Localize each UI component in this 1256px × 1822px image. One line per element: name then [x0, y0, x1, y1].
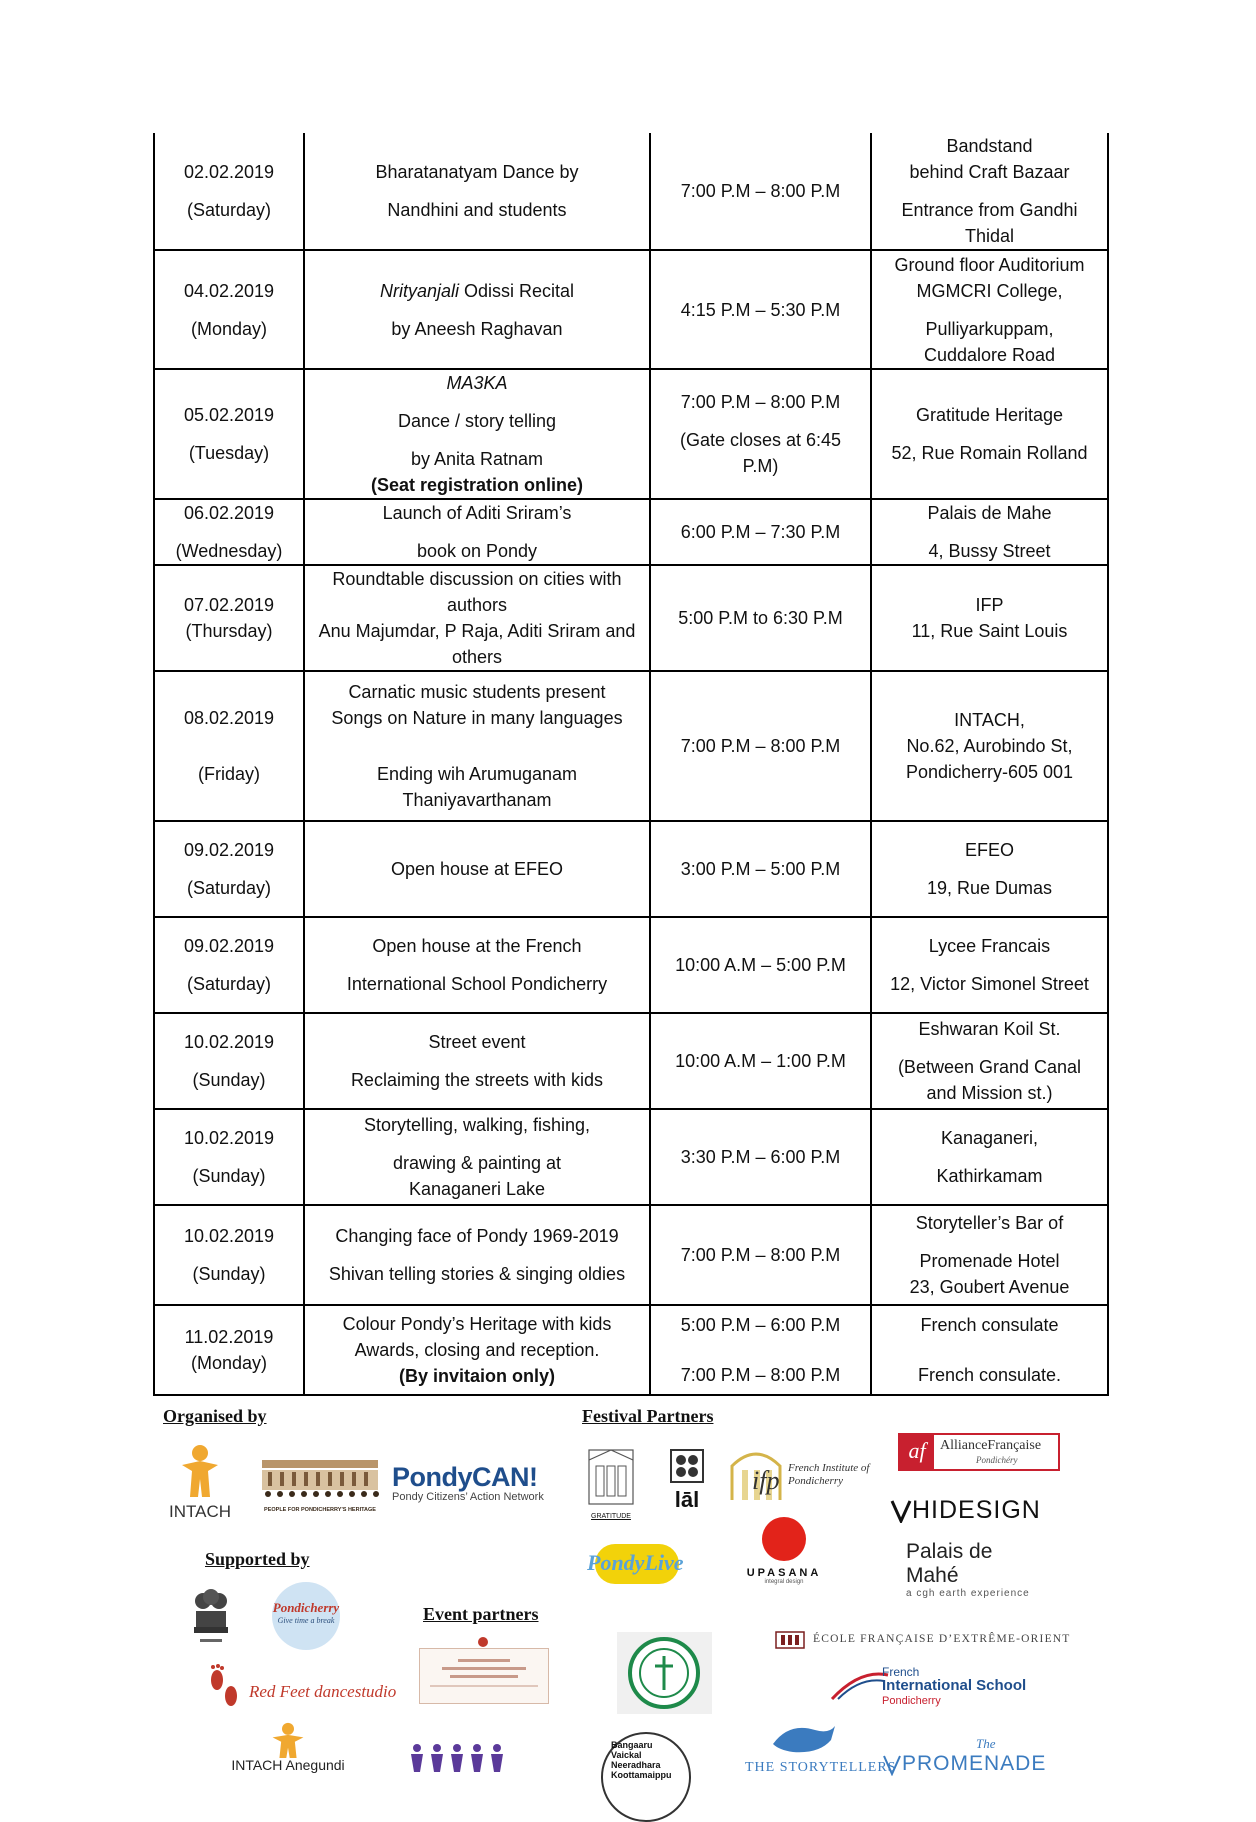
event-line: by Anita Ratnam	[410, 449, 544, 469]
intach-anegundi-label: INTACH Anegundi	[231, 1757, 345, 1773]
lion-capital-icon	[190, 1587, 232, 1649]
intach-logo	[160, 1443, 240, 1522]
day: (Sunday)	[192, 1166, 266, 1186]
table-row	[154, 821, 1108, 917]
event-line: Open house at EFEO	[390, 859, 564, 879]
af-name: AllianceFrançaise	[940, 1438, 1042, 1453]
venue-line: 11, Rue Saint Louis	[911, 621, 1068, 641]
venue-line: French consulate.	[917, 1365, 1062, 1385]
venue-line: IFP	[975, 595, 1004, 615]
venue-line: Pulliyarkuppam,	[925, 318, 1054, 339]
palais-de-mahe-logo	[906, 1540, 1046, 1599]
event-line: Carnatic music students present	[348, 682, 606, 702]
upasana-sun-icon	[762, 1517, 806, 1561]
event-line: Bharatanatyam Dance by	[375, 162, 579, 182]
venue-line: Entrance from Gandhi Thidal	[901, 200, 1078, 246]
day: (Saturday)	[186, 974, 272, 994]
day: (Thursday)	[185, 621, 273, 641]
table-row	[154, 1305, 1108, 1395]
event-line: Thaniyavarthanam	[402, 790, 552, 810]
table-row	[154, 1013, 1108, 1109]
efeo-emblem-icon	[775, 1630, 805, 1650]
date: 05.02.2019	[183, 405, 275, 425]
event-line: Launch of Aditi Sriram’s	[382, 503, 572, 523]
venue-line: Kanaganeri,	[940, 1128, 1039, 1148]
venue-line: Bandstand	[946, 136, 1033, 156]
supported-by-heading: Supported by	[205, 1549, 310, 1569]
venue-line: Ground floor Auditorium	[894, 254, 1085, 275]
event-line: drawing & painting at Kanaganeri Lake	[392, 1153, 562, 1199]
festival-partners-heading: Festival Partners	[582, 1406, 714, 1426]
schedule-table	[153, 133, 1109, 1396]
venue-line: EFEO	[964, 840, 1014, 860]
day: (Sunday)	[192, 1070, 266, 1090]
venue-line: Cuddalore Road	[923, 344, 1056, 365]
time: 7:00 P.M – 8:00 P.M	[680, 392, 841, 412]
day: (Monday)	[190, 1353, 268, 1373]
medical-seal-icon	[617, 1632, 712, 1714]
fis-pondicherry: Pondicherry	[882, 1695, 941, 1707]
palais-tagline: a cgh earth experience	[906, 1588, 1030, 1599]
venue-line: Promenade Hotel	[919, 1251, 1060, 1271]
fis-french: French	[882, 1665, 920, 1679]
whale-icon	[769, 1720, 839, 1756]
heritage-building-icon	[258, 1454, 382, 1502]
gratitude-logo	[586, 1446, 636, 1518]
event-line: Colour Pondy’s Heritage with kids	[342, 1314, 612, 1334]
medical-council-logo	[617, 1632, 712, 1714]
hidesign-logo	[890, 1496, 1041, 1526]
time: 3:00 P.M – 5:00 P.M	[680, 859, 841, 879]
venue-line: 23, Goubert Avenue	[909, 1277, 1070, 1297]
date: 08.02.2019	[183, 708, 275, 728]
storytellers-logo	[745, 1720, 897, 1778]
event-note: (Seat registration online)	[370, 475, 584, 495]
gratitude-building-icon	[586, 1446, 636, 1508]
event-line: Ending wih Arumuganam	[376, 764, 578, 784]
day: (Sunday)	[192, 1264, 266, 1284]
table-row	[154, 1205, 1108, 1305]
efeo-label: ÉCOLE FRANÇAISE D’EXTRÊME-ORIENT	[813, 1633, 1071, 1645]
friendship-text-lines-icon	[420, 1649, 548, 1703]
date: 07.02.2019	[183, 595, 275, 615]
event-line: by Aneesh Raghavan	[391, 318, 563, 339]
date: 09.02.2019	[183, 936, 275, 956]
time: 7:00 P.M – 8:00 P.M	[680, 736, 841, 756]
dancers-logo	[407, 1742, 517, 1772]
event-line: Songs on Nature in many languages	[331, 708, 623, 728]
day: (Saturday)	[186, 200, 272, 220]
event-line: Shivan telling stories & singing oldies	[328, 1264, 626, 1284]
india-emblem-logo	[190, 1587, 232, 1649]
venue-line: MGMCRI College,	[916, 280, 1063, 301]
pondicherry-tagline: Give time a break	[277, 1616, 335, 1625]
pfph-label: PEOPLE FOR PONDICHERRY'S HERITAGE	[264, 1507, 376, 1513]
alliance-francaise-logo	[898, 1433, 1060, 1471]
red-feet-label: Red Feet dancestudio	[249, 1682, 397, 1701]
lal-pattern-icon	[669, 1448, 705, 1484]
day: (Monday)	[190, 318, 268, 339]
date: 09.02.2019	[183, 840, 275, 860]
venue-line: Palais de Mahe	[927, 503, 1052, 523]
table-row	[154, 499, 1108, 565]
ifp-logo	[728, 1446, 868, 1506]
dancers-row-icon	[407, 1742, 517, 1772]
intach-anegundi-logo	[228, 1722, 348, 1773]
intach-anegundi-figure-icon	[269, 1722, 307, 1758]
venue-line: behind Craft Bazaar	[909, 162, 1070, 182]
venue-line: INTACH,	[954, 710, 1025, 730]
venue-line: 19, Rue Dumas	[926, 878, 1053, 898]
upasana-logo	[732, 1517, 836, 1585]
intach-figure-icon	[178, 1443, 222, 1499]
event-line: Street event	[428, 1032, 526, 1052]
af-city: Pondichéry	[976, 1455, 1018, 1465]
venue-line: French consulate	[920, 1315, 1059, 1335]
pondycan-tagline: Pondy Citizens’ Action Network	[392, 1491, 544, 1503]
event-line: Dance / story telling	[397, 411, 557, 431]
day: (Wednesday)	[175, 541, 283, 561]
pondylive-label: PondyLive	[587, 1550, 684, 1575]
hidesign-v-icon	[890, 1499, 912, 1523]
time: 3:30 P.M – 6:00 P.M	[680, 1147, 841, 1167]
event-line: Nandhini and students	[387, 200, 567, 220]
date: 10.02.2019	[183, 1032, 275, 1052]
time: 7:00 P.M – 8:00 P.M	[680, 181, 841, 201]
india-china-friendship-logo	[419, 1648, 549, 1704]
organised-by-heading: Organised by	[163, 1406, 267, 1426]
intach-label: INTACH	[168, 1502, 231, 1521]
time: 7:00 P.M – 8:00 P.M	[680, 1245, 841, 1265]
event-line: book on Pondy	[416, 541, 538, 561]
table-row	[154, 565, 1108, 671]
fis-international-school: International School	[882, 1677, 1027, 1694]
day: (Friday)	[198, 764, 260, 784]
table-row	[154, 671, 1108, 821]
date: 10.02.2019	[183, 1128, 275, 1148]
day: (Tuesday)	[188, 443, 270, 463]
ifp-label: ifp	[752, 1466, 780, 1495]
date: 11.02.2019	[184, 1327, 274, 1347]
event-title: MA3KA	[446, 373, 508, 393]
time: 10:00 A.M – 1:00 P.M	[675, 1051, 846, 1071]
pondycan-logo	[392, 1462, 544, 1503]
footprints-icon	[205, 1662, 245, 1714]
red-feet-logo	[205, 1662, 395, 1714]
venue-line: (Between Grand Canal and Mission st.)	[897, 1057, 1082, 1103]
promenade-the: The	[976, 1736, 996, 1751]
ifp-tagline: French Institute of Pondicherry	[788, 1462, 870, 1487]
venue-line: 4, Bussy Street	[928, 541, 1051, 561]
date: 10.02.2019	[183, 1226, 275, 1246]
time: 5:00 P.M to 6:30 P.M	[678, 608, 843, 628]
venue-line: Gratitude Heritage	[915, 405, 1064, 425]
upasana-tagline: integral design	[764, 1579, 804, 1585]
pondycan-label: PondyCAN!	[392, 1462, 538, 1492]
time: 6:00 P.M – 7:30 P.M	[680, 522, 841, 542]
pondicherry-label: Pondicherry	[272, 1600, 340, 1615]
lal-logo	[667, 1448, 707, 1512]
promenade-label: PROMENADE	[902, 1752, 1047, 1775]
venue-line: Lycee Francais	[928, 936, 1051, 956]
bvn-logo	[601, 1722, 693, 1778]
table-row	[154, 250, 1108, 369]
gratitude-label: GRATITUDE	[591, 1513, 631, 1520]
event-line: International School Pondicherry	[346, 974, 608, 994]
promenade-v-icon	[882, 1754, 902, 1776]
event-partners-heading: Event partners	[423, 1604, 539, 1624]
venue-line: 12, Victor Simonel Street	[890, 974, 1089, 994]
venue-line: Kathirkamam	[936, 1166, 1043, 1186]
venue-line: 52, Rue Romain Rolland	[891, 443, 1088, 463]
pfph-logo	[258, 1454, 382, 1512]
hidesign-label: HIDESIGN	[912, 1496, 1041, 1524]
venue-line: Eshwaran Koil St.	[918, 1019, 1061, 1039]
day: (Saturday)	[186, 878, 272, 898]
efeo-logo	[775, 1630, 1081, 1650]
time: 5:00 P.M – 6:00 P.M	[680, 1315, 841, 1335]
event-line: Roundtable discussion on cities with authors	[332, 569, 622, 615]
table-row	[154, 917, 1108, 1013]
french-international-school-logo	[830, 1665, 1050, 1709]
event-line: Open house at the French	[372, 936, 582, 956]
event-italic: Nrityanjali	[379, 280, 459, 301]
venue-line: Pondicherry-605 001	[905, 762, 1074, 782]
event-line: Awards, closing and reception.	[354, 1340, 600, 1360]
af-mark: af	[900, 1435, 934, 1469]
event-line: Odissi Recital	[459, 280, 575, 301]
event-line: Anu Majumdar, P Raja, Aditi Sriram and others	[318, 621, 636, 667]
event-line: Storytelling, walking, fishing,	[363, 1115, 591, 1135]
table-row	[154, 133, 1108, 250]
pondicherry-tourism-logo	[272, 1582, 340, 1650]
venue-line: No.62, Aurobindo St,	[906, 736, 1073, 756]
promenade-logo	[882, 1736, 1062, 1778]
time-note: (Gate closes at 6:45 P.M)	[679, 430, 842, 476]
event-line: Reclaiming the streets with kids	[350, 1070, 604, 1090]
bvn-label: Bangaaru Vaickal Neeradhara Koottamaippu	[611, 1740, 672, 1780]
time: 4:15 P.M – 5:30 P.M	[680, 299, 841, 320]
upasana-label: UPASANA	[746, 1567, 822, 1579]
storytellers-label: THE STORYTELLERS	[745, 1760, 897, 1775]
table-row	[154, 369, 1108, 499]
event-note: (By invitaion only)	[398, 1366, 555, 1386]
venue-line: Storyteller’s Bar of	[915, 1213, 1064, 1233]
date: 02.02.2019	[183, 162, 275, 182]
table-row	[154, 1109, 1108, 1205]
time: 10:00 A.M – 5:00 P.M	[675, 955, 846, 975]
event-line: Changing face of Pondy 1969-2019	[335, 1226, 619, 1246]
date: 04.02.2019	[183, 280, 275, 301]
friendship-dot-icon	[478, 1637, 488, 1647]
fis-swoosh-icon	[830, 1671, 890, 1701]
palais-label: Palais de Mahé	[906, 1540, 993, 1587]
lal-label: lāl	[674, 1487, 700, 1512]
time: 7:00 P.M – 8:00 P.M	[680, 1365, 841, 1385]
date: 06.02.2019	[183, 503, 275, 523]
